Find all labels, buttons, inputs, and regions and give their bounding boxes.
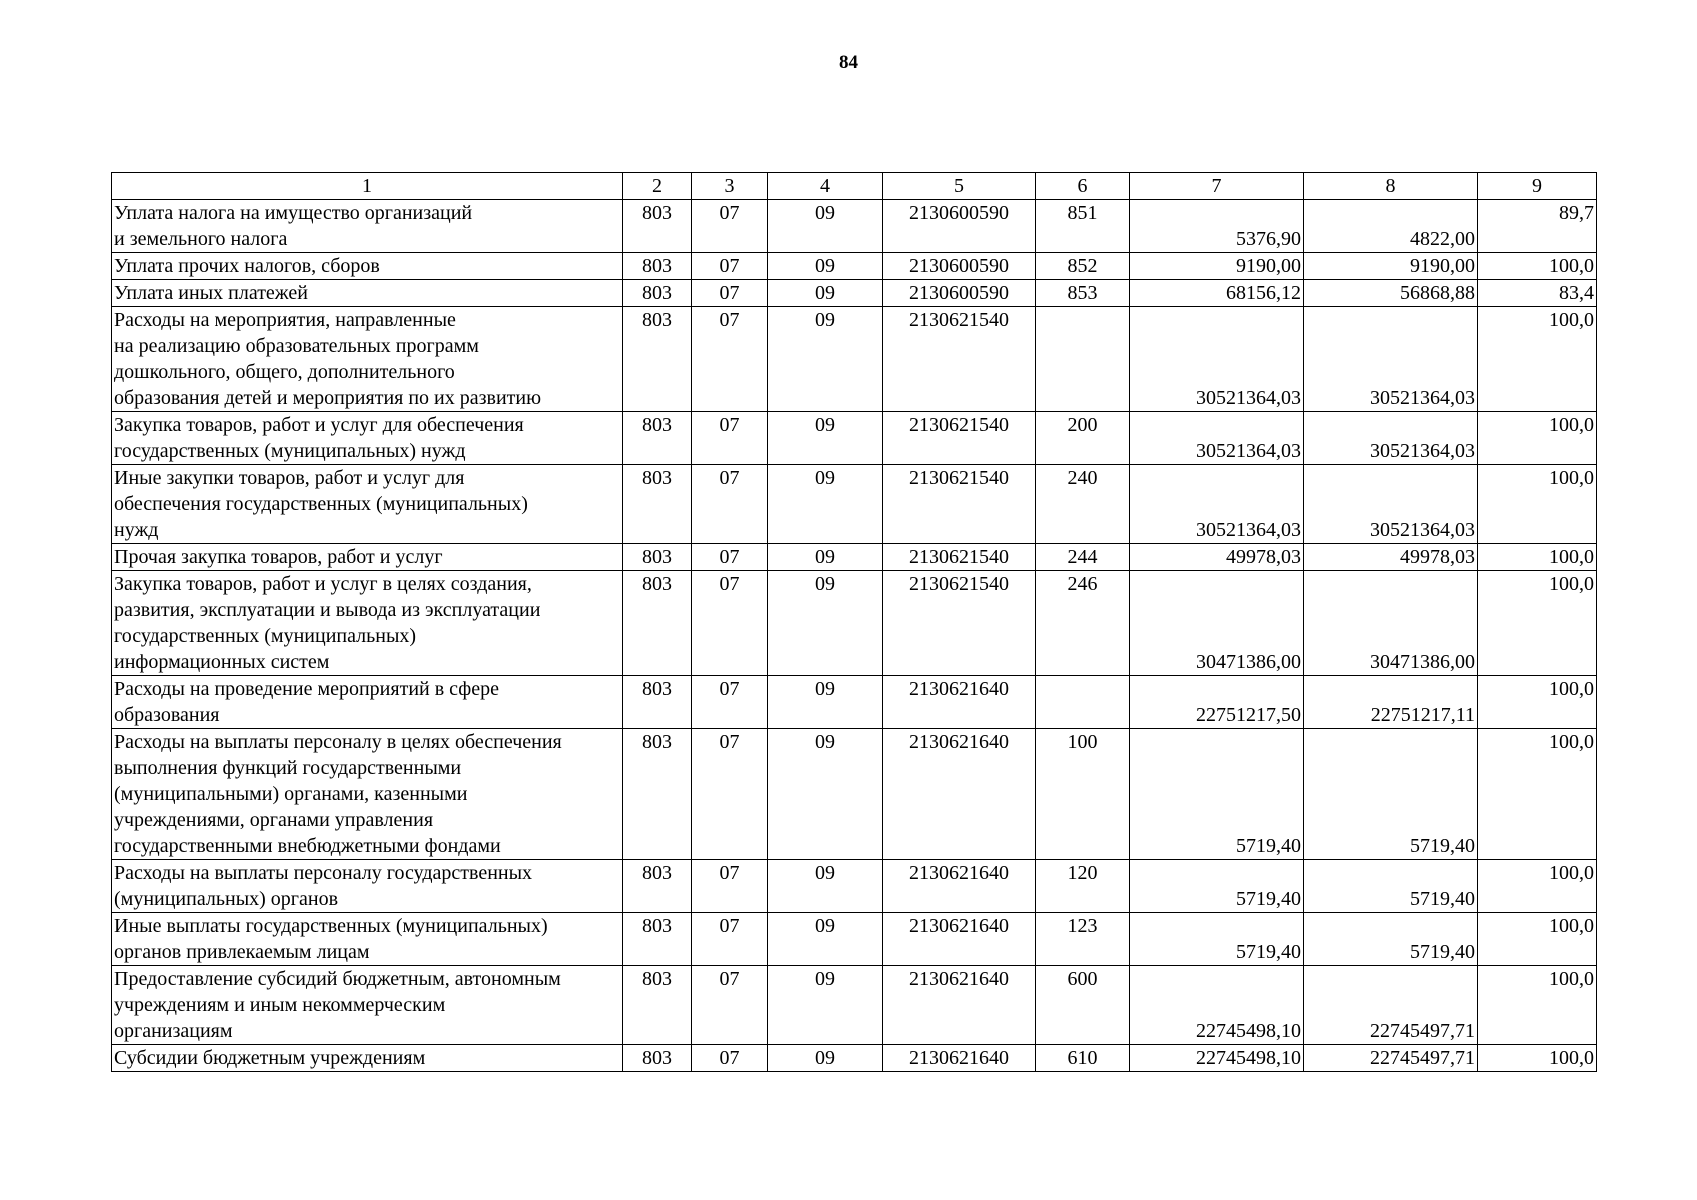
execution-percent: 100,0 [1478, 307, 1597, 412]
execution-percent: 100,0 [1478, 966, 1597, 1045]
table-row [112, 253, 1597, 280]
table-row [112, 280, 1597, 307]
executed-amount: 22745497,71 [1304, 966, 1478, 1045]
planned-amount: 9190,00 [1130, 253, 1304, 280]
section-code: 07 [692, 1045, 768, 1072]
target-article-code: 2130600590 [883, 253, 1036, 280]
column-header: 3 [692, 173, 768, 200]
section-code: 07 [692, 412, 768, 465]
ministry-code: 803 [623, 1045, 692, 1072]
execution-percent: 100,0 [1478, 1045, 1597, 1072]
expense-type-code: 851 [1036, 200, 1130, 253]
section-code: 07 [692, 729, 768, 860]
executed-amount: 5719,40 [1304, 860, 1478, 913]
column-header: 2 [623, 173, 692, 200]
expense-name: Уплата налога на имущество организаций и земельного налога [112, 200, 623, 253]
planned-amount: 30521364,03 [1130, 412, 1304, 465]
section-code: 07 [692, 307, 768, 412]
table-row [112, 1045, 1597, 1072]
target-article-code: 2130621640 [883, 913, 1036, 966]
subsection-code: 09 [768, 253, 883, 280]
table-row [112, 544, 1597, 571]
ministry-code: 803 [623, 966, 692, 1045]
planned-amount: 49978,03 [1130, 544, 1304, 571]
executed-amount: 22751217,11 [1304, 676, 1478, 729]
expense-type-code: 853 [1036, 280, 1130, 307]
execution-percent: 100,0 [1478, 729, 1597, 860]
executed-amount: 30521364,03 [1304, 307, 1478, 412]
expense-name: Предоставление субсидий бюджетным, автономным учреждениям и иным некоммерческим организациям [112, 966, 623, 1045]
page-number: 84 [839, 52, 858, 73]
section-code: 07 [692, 913, 768, 966]
subsection-code: 09 [768, 966, 883, 1045]
ministry-code: 803 [623, 465, 692, 544]
expense-type-code: 100 [1036, 729, 1130, 860]
expense-name: Закупка товаров, работ и услуг для обеспечения государственных (муниципальных) нужд [112, 412, 623, 465]
column-header: 7 [1130, 173, 1304, 200]
subsection-code: 09 [768, 412, 883, 465]
subsection-code: 09 [768, 544, 883, 571]
expense-name: Иные выплаты государственных (муниципальных) органов привлекаемым лицам [112, 913, 623, 966]
expense-type-code: 200 [1036, 412, 1130, 465]
ministry-code: 803 [623, 676, 692, 729]
execution-percent: 89,7 [1478, 200, 1597, 253]
ministry-code: 803 [623, 200, 692, 253]
expense-name: Иные закупки товаров, работ и услуг для обеспечения государственных (муниципальных) нужд [112, 465, 623, 544]
target-article-code: 2130621540 [883, 412, 1036, 465]
planned-amount: 68156,12 [1130, 280, 1304, 307]
section-code: 07 [692, 966, 768, 1045]
executed-amount: 9190,00 [1304, 253, 1478, 280]
target-article-code: 2130600590 [883, 280, 1036, 307]
table-row [112, 571, 1597, 676]
section-code: 07 [692, 200, 768, 253]
execution-percent: 100,0 [1478, 412, 1597, 465]
execution-percent: 100,0 [1478, 544, 1597, 571]
ministry-code: 803 [623, 860, 692, 913]
ministry-code: 803 [623, 280, 692, 307]
subsection-code: 09 [768, 280, 883, 307]
expense-name: Расходы на мероприятия, направленные на реализацию образовательных программ дошкольного, общего, дополнительного образования детей и мероприятия по их развитию [112, 307, 623, 412]
column-header: 4 [768, 173, 883, 200]
executed-amount: 56868,88 [1304, 280, 1478, 307]
expense-type-code [1036, 307, 1130, 412]
ministry-code: 803 [623, 571, 692, 676]
target-article-code: 2130621540 [883, 307, 1036, 412]
executed-amount: 22745497,71 [1304, 1045, 1478, 1072]
subsection-code: 09 [768, 200, 883, 253]
table-row [112, 412, 1597, 465]
executed-amount: 30471386,00 [1304, 571, 1478, 676]
executed-amount: 5719,40 [1304, 729, 1478, 860]
planned-amount: 30521364,03 [1130, 307, 1304, 412]
expense-type-code: 123 [1036, 913, 1130, 966]
section-code: 07 [692, 544, 768, 571]
column-header: 5 [883, 173, 1036, 200]
execution-percent: 83,4 [1478, 280, 1597, 307]
section-code: 07 [692, 465, 768, 544]
planned-amount: 5719,40 [1130, 860, 1304, 913]
expense-type-code: 244 [1036, 544, 1130, 571]
table-row [112, 729, 1597, 860]
executed-amount: 4822,00 [1304, 200, 1478, 253]
executed-amount: 49978,03 [1304, 544, 1478, 571]
execution-percent: 100,0 [1478, 913, 1597, 966]
target-article-code: 2130621540 [883, 465, 1036, 544]
ministry-code: 803 [623, 307, 692, 412]
planned-amount: 5719,40 [1130, 729, 1304, 860]
table-row [112, 307, 1597, 412]
ministry-code: 803 [623, 913, 692, 966]
subsection-code: 09 [768, 571, 883, 676]
subsection-code: 09 [768, 860, 883, 913]
section-code: 07 [692, 253, 768, 280]
expense-name: Расходы на выплаты персоналу в целях обеспечения выполнения функций государственными (муниципальными) органами, казенными учреждениями, органами управления государственными внебюджетными фондами [112, 729, 623, 860]
section-code: 07 [692, 571, 768, 676]
table-row [112, 200, 1597, 253]
target-article-code: 2130621640 [883, 860, 1036, 913]
ministry-code: 803 [623, 412, 692, 465]
execution-percent: 100,0 [1478, 571, 1597, 676]
column-header: 9 [1478, 173, 1597, 200]
execution-percent: 100,0 [1478, 676, 1597, 729]
expense-type-code: 610 [1036, 1045, 1130, 1072]
planned-amount: 22745498,10 [1130, 966, 1304, 1045]
ministry-code: 803 [623, 544, 692, 571]
expense-name: Расходы на проведение мероприятий в сфере образования [112, 676, 623, 729]
target-article-code: 2130621640 [883, 1045, 1036, 1072]
table-row [112, 465, 1597, 544]
execution-percent: 100,0 [1478, 253, 1597, 280]
target-article-code: 2130621540 [883, 544, 1036, 571]
target-article-code: 2130621640 [883, 729, 1036, 860]
subsection-code: 09 [768, 307, 883, 412]
expense-name: Субсидии бюджетным учреждениям [112, 1045, 623, 1072]
expense-type-code: 600 [1036, 966, 1130, 1045]
execution-percent: 100,0 [1478, 465, 1597, 544]
expense-name: Уплата иных платежей [112, 280, 623, 307]
subsection-code: 09 [768, 913, 883, 966]
expense-type-code: 852 [1036, 253, 1130, 280]
executed-amount: 30521364,03 [1304, 412, 1478, 465]
planned-amount: 30521364,03 [1130, 465, 1304, 544]
column-header: 1 [112, 173, 623, 200]
subsection-code: 09 [768, 465, 883, 544]
expense-type-code [1036, 676, 1130, 729]
executed-amount: 30521364,03 [1304, 465, 1478, 544]
planned-amount: 30471386,00 [1130, 571, 1304, 676]
budget-table [111, 172, 1597, 1072]
target-article-code: 2130621640 [883, 676, 1036, 729]
ministry-code: 803 [623, 729, 692, 860]
header-row [112, 173, 1597, 200]
column-header: 6 [1036, 173, 1130, 200]
section-code: 07 [692, 860, 768, 913]
subsection-code: 09 [768, 676, 883, 729]
expense-name: Прочая закупка товаров, работ и услуг [112, 544, 623, 571]
table-row [112, 913, 1597, 966]
execution-percent: 100,0 [1478, 860, 1597, 913]
expense-type-code: 240 [1036, 465, 1130, 544]
subsection-code: 09 [768, 1045, 883, 1072]
planned-amount: 22751217,50 [1130, 676, 1304, 729]
planned-amount: 22745498,10 [1130, 1045, 1304, 1072]
subsection-code: 09 [768, 729, 883, 860]
target-article-code: 2130621640 [883, 966, 1036, 1045]
expense-name: Уплата прочих налогов, сборов [112, 253, 623, 280]
section-code: 07 [692, 280, 768, 307]
target-article-code: 2130621540 [883, 571, 1036, 676]
planned-amount: 5376,90 [1130, 200, 1304, 253]
column-header: 8 [1304, 173, 1478, 200]
expense-type-code: 120 [1036, 860, 1130, 913]
table-row [112, 966, 1597, 1045]
planned-amount: 5719,40 [1130, 913, 1304, 966]
table-row [112, 676, 1597, 729]
executed-amount: 5719,40 [1304, 913, 1478, 966]
target-article-code: 2130600590 [883, 200, 1036, 253]
expense-name: Расходы на выплаты персоналу государственных (муниципальных) органов [112, 860, 623, 913]
table-row [112, 860, 1597, 913]
expense-name: Закупка товаров, работ и услуг в целях создания, развития, эксплуатации и вывода из эксплуатации государственных (муниципальных) информационных систем [112, 571, 623, 676]
ministry-code: 803 [623, 253, 692, 280]
section-code: 07 [692, 676, 768, 729]
expense-type-code: 246 [1036, 571, 1130, 676]
